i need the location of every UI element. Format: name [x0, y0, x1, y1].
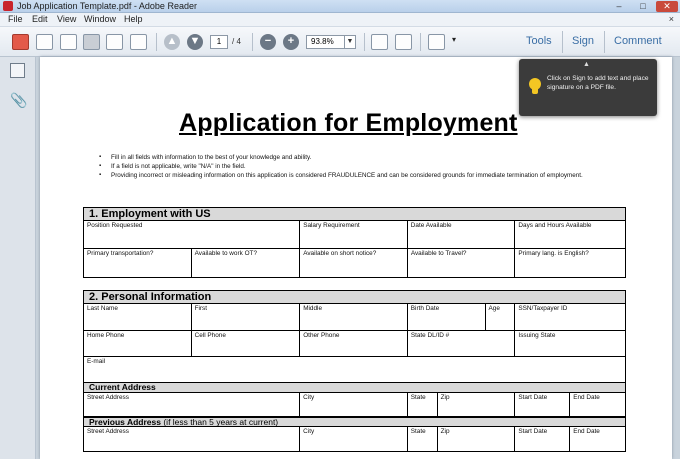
title-bar: [0, 0, 680, 13]
document-title: Application for Employment: [179, 109, 518, 137]
document-page: [40, 57, 672, 459]
section-title: 2. Personal Information: [84, 291, 625, 304]
menu-help[interactable]: Help: [124, 14, 143, 24]
personal-info-section: [83, 290, 626, 452]
toolbar-separator: [604, 31, 605, 53]
position-requested-field[interactable]: Position Requested: [84, 221, 300, 248]
toolbar-separator: [156, 33, 157, 51]
primary-language-field[interactable]: Primary lang. is English?: [518, 250, 589, 257]
navigation-pane: [0, 57, 36, 459]
zoom-in-button[interactable]: +: [283, 34, 299, 50]
available-travel-field[interactable]: Available to Travel?: [408, 249, 516, 277]
city-field[interactable]: City: [300, 393, 408, 416]
toolbar-separator: [420, 33, 421, 51]
print-icon[interactable]: [106, 34, 123, 50]
toolbar-separator: [562, 31, 563, 53]
zoom-value: 93.8%: [311, 37, 334, 46]
tooltip-text: Click on Sign to add text and place signature on a PDF file.: [547, 75, 649, 91]
issuing-state-field[interactable]: Issuing State: [518, 332, 556, 339]
zoom-select[interactable]: [306, 35, 356, 49]
other-phone-field[interactable]: Other Phone: [300, 331, 408, 356]
instruction-item: ▪ Providing incorrect or misleading information on this application is considered FRAUDULENCE and can be considered grounds for immediate termination of employment.: [92, 171, 632, 180]
minimize-button[interactable]: –: [616, 1, 622, 11]
state-dl-field[interactable]: State DL/ID #: [408, 331, 516, 356]
form-row: [84, 249, 625, 277]
maximize-button[interactable]: □: [640, 1, 646, 11]
street-address-field[interactable]: Street Address: [84, 393, 300, 416]
attachment-icon[interactable]: 📎: [10, 92, 28, 108]
instruction-item: ▪ Fill in all fields with information to the best of your knowledge and ability.: [92, 153, 632, 162]
first-name-field[interactable]: First: [192, 304, 301, 330]
toolbar: [0, 27, 680, 57]
lightbulb-icon: [529, 78, 541, 94]
fullscreen-icon[interactable]: [395, 34, 412, 50]
menu-bar: [0, 13, 680, 27]
expand-icon[interactable]: [428, 34, 445, 50]
create-pdf-icon[interactable]: [12, 34, 29, 50]
middle-name-field[interactable]: Middle: [300, 304, 408, 330]
state-field[interactable]: State: [408, 427, 438, 451]
birth-date-field[interactable]: Birth Date: [408, 304, 486, 330]
toolbar-separator: [252, 33, 253, 51]
form-row: [84, 221, 625, 249]
toolbar-separator: [364, 33, 365, 51]
next-page-icon[interactable]: ▼: [187, 34, 203, 50]
instruction-item: ▪ If a field is not applicable, write "N/A" in the field.: [92, 162, 632, 171]
previous-address-label: Previous Address: [89, 417, 161, 427]
chevron-down-icon[interactable]: ▼: [344, 36, 355, 48]
email-icon[interactable]: [130, 34, 147, 50]
edit-icon[interactable]: [60, 34, 77, 50]
menu-view[interactable]: View: [57, 14, 77, 24]
end-date-field[interactable]: End Date: [573, 394, 600, 401]
fit-page-icon[interactable]: [371, 34, 388, 50]
section-title: 1. Employment with US: [84, 208, 625, 221]
prev-page-icon[interactable]: ▲: [164, 34, 180, 50]
sign-tooltip: [519, 59, 657, 116]
current-address-heading: Current Address: [84, 383, 625, 393]
window-title: Job Application Template.pdf - Adobe Reader: [17, 1, 197, 11]
ssn-field[interactable]: SSN/Taxpayer ID: [518, 305, 568, 312]
street-address-field[interactable]: Street Address: [84, 427, 300, 451]
adobe-reader-icon: [3, 1, 13, 11]
salary-requirement-field[interactable]: Salary Requirement: [300, 221, 408, 248]
page-total: / 4: [232, 37, 241, 46]
instructions-list: [92, 153, 632, 180]
days-hours-field[interactable]: Days and Hours Available: [518, 222, 592, 229]
previous-address-note: (if less than 5 years at current): [163, 417, 279, 427]
combine-icon[interactable]: [36, 34, 53, 50]
date-available-field[interactable]: Date Available: [408, 221, 516, 248]
home-phone-field[interactable]: Home Phone: [84, 331, 192, 356]
menu-edit[interactable]: Edit: [32, 14, 48, 24]
employment-section: [83, 207, 626, 278]
form-row: [84, 427, 625, 451]
zoom-out-button[interactable]: −: [260, 34, 276, 50]
state-field[interactable]: State: [408, 393, 438, 416]
primary-transportation-field[interactable]: Primary transportation?: [84, 249, 192, 277]
page-number-input[interactable]: 1: [210, 35, 228, 49]
page-thumbnails-icon[interactable]: [10, 63, 25, 78]
form-row: [84, 393, 625, 417]
sign-link[interactable]: Sign: [572, 35, 595, 47]
start-date-field[interactable]: Start Date: [515, 427, 570, 451]
tools-link[interactable]: Tools: [526, 35, 552, 47]
available-ot-field[interactable]: Available to work OT?: [192, 249, 301, 277]
age-field[interactable]: Age: [486, 304, 516, 330]
end-date-field[interactable]: End Date: [573, 428, 600, 435]
zip-field[interactable]: Zip: [438, 393, 516, 416]
start-date-field[interactable]: Start Date: [515, 393, 570, 416]
email-field[interactable]: E-mail: [87, 358, 106, 365]
form-row: [84, 331, 625, 357]
last-name-field[interactable]: Last Name: [84, 304, 192, 330]
cell-phone-field[interactable]: Cell Phone: [192, 331, 301, 356]
menu-window[interactable]: Window: [84, 14, 117, 24]
close-document-icon[interactable]: ×: [668, 14, 674, 24]
city-field[interactable]: City: [300, 427, 408, 451]
chevron-up-icon[interactable]: ▲: [583, 61, 590, 68]
form-row: [84, 357, 625, 383]
short-notice-field[interactable]: Available on short notice?: [300, 249, 408, 277]
toolbar-options-icon[interactable]: ▾: [452, 35, 457, 44]
comment-link[interactable]: Comment: [614, 35, 662, 47]
menu-file[interactable]: File: [8, 14, 23, 24]
previous-address-heading: [84, 417, 625, 427]
zip-field[interactable]: Zip: [438, 427, 516, 451]
save-icon[interactable]: [83, 34, 100, 50]
close-button[interactable]: ✕: [656, 1, 678, 12]
form-row: [84, 304, 625, 331]
